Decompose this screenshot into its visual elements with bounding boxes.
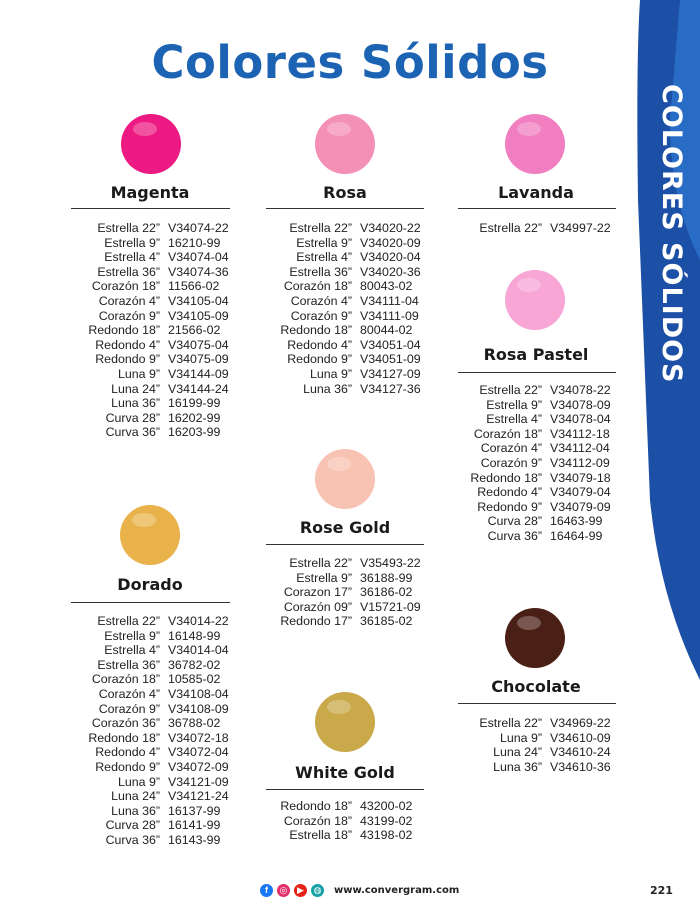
product-name: Redondo 18”: [280, 799, 352, 813]
product-row: [264, 614, 421, 629]
side-tab-label: COLORES SÓLIDOS: [656, 84, 687, 384]
product-row: [264, 828, 412, 843]
product-row: [454, 221, 611, 236]
product-code: V34020-22: [360, 221, 421, 235]
product-row: [454, 412, 611, 427]
product-name: Luna 24”: [111, 381, 160, 396]
product-name: Redondo 18”: [88, 323, 160, 338]
product-name: Redondo 9”: [477, 499, 542, 514]
product-code: 16143-99: [168, 832, 221, 847]
product-list: [264, 556, 421, 629]
product-row: [72, 775, 229, 790]
product-name: Estrella 22”: [289, 556, 352, 570]
product-name: Corazón 9”: [290, 308, 352, 323]
product-code: V34997-22: [550, 221, 611, 235]
product-name: Redondo 18”: [280, 323, 352, 338]
product-row: [264, 799, 412, 814]
product-code: V34144-24: [168, 381, 229, 396]
product-row: [454, 471, 611, 486]
product-code: V15721-09: [360, 599, 421, 614]
product-name: Redondo 18”: [470, 470, 542, 485]
product-code: V34610-24: [550, 745, 611, 760]
product-name: Redondo 4”: [287, 337, 352, 352]
product-row: [264, 323, 421, 338]
product-code: 43200-02: [360, 799, 413, 813]
product-code: 16202-99: [168, 410, 221, 425]
product-code: V34079-04: [550, 485, 611, 500]
product-list: [454, 716, 611, 774]
product-code: V34112-04: [550, 441, 610, 456]
product-name: Estrella 36”: [97, 264, 160, 279]
product-row: [72, 687, 229, 702]
product-code: V34121-09: [168, 774, 229, 789]
product-code: V34105-09: [168, 308, 229, 323]
product-code: V34014-04: [168, 643, 229, 658]
product-name: Redondo 4”: [95, 745, 160, 760]
product-name: Corazón 4”: [98, 686, 160, 701]
section-title: Rosa: [323, 183, 367, 202]
product-row: [72, 236, 229, 251]
product-name: Luna 36”: [111, 396, 160, 411]
website-link[interactable]: www.convergram.com: [334, 885, 460, 896]
product-code: V34051-09: [360, 352, 421, 367]
product-row: [264, 265, 421, 280]
section-title: White Gold: [295, 763, 395, 782]
product-row: [264, 556, 421, 571]
product-name: Estrella 22”: [97, 221, 160, 235]
product-row: [72, 367, 229, 382]
product-row: [72, 789, 229, 804]
product-row: [72, 716, 229, 731]
product-name: Luna 36”: [111, 803, 160, 818]
product-code: 80044-02: [360, 323, 413, 338]
product-row: [454, 500, 611, 515]
product-code: 16199-99: [168, 396, 221, 411]
product-row: [72, 279, 229, 294]
product-name: Curva 36”: [487, 528, 542, 543]
product-list: [454, 221, 611, 236]
product-name: Curva 28”: [487, 514, 542, 529]
product-row: [72, 265, 229, 280]
footer: [260, 884, 459, 897]
product-row: [264, 585, 421, 600]
product-name: Estrella 4”: [104, 250, 160, 265]
product-code: V34079-09: [550, 499, 611, 514]
product-name: Estrella 36”: [289, 264, 352, 279]
product-row: [72, 818, 229, 833]
product-row: [72, 658, 229, 673]
product-code: V34051-04: [360, 337, 421, 352]
product-name: Corazón 09”: [283, 599, 352, 614]
product-row: [72, 221, 229, 236]
product-code: V34074-22: [168, 221, 229, 235]
product-code: V34610-36: [550, 759, 611, 774]
product-code: V34072-04: [168, 745, 229, 760]
product-code: V34127-36: [360, 381, 421, 396]
product-name: Corazón 4”: [98, 293, 160, 308]
product-row: [264, 279, 421, 294]
product-name: Estrella 22”: [479, 716, 542, 730]
product-code: V34108-04: [168, 686, 229, 701]
product-name: Curva 36”: [105, 425, 160, 440]
section-title: Chocolate: [491, 677, 581, 696]
product-name: Redondo 4”: [477, 485, 542, 500]
product-name: Estrella 18”: [289, 828, 352, 843]
product-row: [454, 427, 611, 442]
page-title: Colores Sólidos: [151, 36, 549, 89]
product-list: [264, 221, 421, 396]
product-code: V34074-04: [168, 250, 229, 265]
product-code: 21566-02: [168, 323, 221, 338]
product-row: [72, 629, 229, 644]
product-name: Estrella 9”: [104, 235, 160, 250]
product-row: [454, 398, 611, 413]
page-number: 221: [650, 884, 673, 897]
rosa-swatch: [315, 114, 375, 174]
product-name: Estrella 9”: [296, 570, 352, 585]
product-row: [454, 760, 611, 775]
product-row: [72, 614, 229, 629]
section-title: Rosa Pastel: [483, 345, 589, 364]
product-row: [454, 731, 611, 746]
youtube-icon[interactable]: ▶: [294, 884, 307, 897]
magenta-swatch: [121, 114, 181, 174]
product-code: 16148-99: [168, 628, 221, 643]
product-name: Estrella 36”: [97, 657, 160, 672]
product-name: Corazón 18”: [283, 813, 352, 828]
product-name: Luna 36”: [493, 759, 542, 774]
product-row: [454, 383, 611, 398]
product-name: Corazón 9”: [98, 701, 160, 716]
product-code: V34078-04: [550, 412, 611, 427]
product-code: V34969-22: [550, 716, 611, 730]
product-row: [264, 600, 421, 615]
product-code: 16463-99: [550, 514, 603, 529]
section-title: Lavanda: [498, 183, 574, 202]
section-title: Magenta: [110, 183, 190, 202]
product-code: 36788-02: [168, 716, 221, 731]
product-code: V34105-04: [168, 293, 229, 308]
product-name: Estrella 9”: [296, 235, 352, 250]
product-code: V34127-09: [360, 366, 421, 381]
product-row: [454, 485, 611, 500]
product-name: Estrella 22”: [479, 383, 542, 397]
product-row: [264, 352, 421, 367]
product-name: Curva 36”: [105, 832, 160, 847]
product-row: [454, 529, 611, 544]
product-row: [72, 411, 229, 426]
product-name: Corazón 36”: [91, 716, 160, 731]
divider: [458, 208, 616, 209]
product-name: Redondo 9”: [95, 759, 160, 774]
product-name: Redondo 4”: [95, 337, 160, 352]
product-row: [72, 804, 229, 819]
product-code: 16203-99: [168, 425, 221, 440]
product-list: [72, 221, 229, 440]
product-code: V34111-04: [360, 293, 419, 308]
section-title: Dorado: [117, 575, 183, 594]
product-row: [72, 425, 229, 440]
product-name: Corazón 18”: [283, 279, 352, 294]
product-code: V34020-04: [360, 250, 421, 265]
product-name: Estrella 4”: [296, 250, 352, 265]
product-code: 10585-02: [168, 672, 221, 687]
product-code: V34020-09: [360, 235, 421, 250]
product-code: 16210-99: [168, 235, 221, 250]
product-row: [72, 745, 229, 760]
product-code: 36186-02: [360, 585, 413, 600]
product-name: Estrella 22”: [289, 221, 352, 235]
divider: [458, 703, 616, 704]
product-row: [264, 250, 421, 265]
product-code: V34144-09: [168, 366, 229, 381]
product-code: V34075-04: [168, 337, 229, 352]
product-name: Estrella 4”: [104, 643, 160, 658]
product-row: [264, 571, 421, 586]
product-code: V34112-18: [550, 426, 610, 441]
facebook-icon[interactable]: f: [260, 884, 273, 897]
product-name: Luna 24”: [493, 745, 542, 760]
product-name: Redondo 17”: [280, 614, 352, 629]
product-code: V35493-22: [360, 556, 421, 570]
product-row: [72, 643, 229, 658]
product-name: Luna 9”: [117, 774, 160, 789]
product-list: [454, 383, 611, 544]
product-code: 16464-99: [550, 528, 603, 543]
product-row: [72, 672, 229, 687]
product-row: [72, 309, 229, 324]
product-code: V34078-09: [550, 397, 611, 412]
product-row: [72, 702, 229, 717]
dorado-swatch: [120, 505, 180, 565]
product-code: V34074-36: [168, 264, 229, 279]
product-name: Estrella 4”: [486, 412, 542, 427]
product-row: [72, 731, 229, 746]
product-code: 43198-02: [360, 828, 413, 843]
product-name: Luna 9”: [309, 366, 352, 381]
product-name: Redondo 9”: [95, 352, 160, 367]
product-row: [264, 382, 421, 397]
product-row: [454, 441, 611, 456]
product-row: [72, 760, 229, 775]
product-row: [454, 514, 611, 529]
product-row: [72, 833, 229, 848]
product-row: [264, 367, 421, 382]
product-name: Corazon 17”: [283, 585, 352, 600]
product-row: [72, 338, 229, 353]
product-row: [72, 323, 229, 338]
product-row: [454, 745, 611, 760]
product-code: 16141-99: [168, 818, 221, 833]
white-gold-swatch: [315, 692, 375, 752]
product-name: Estrella 22”: [97, 614, 160, 628]
chocolate-swatch: [505, 608, 565, 668]
product-row: [264, 236, 421, 251]
divider: [266, 789, 424, 790]
product-row: [72, 352, 229, 367]
rosa-pastel-swatch: [505, 270, 565, 330]
product-name: Luna 24”: [111, 789, 160, 804]
product-name: Estrella 9”: [104, 628, 160, 643]
product-name: Luna 36”: [303, 381, 352, 396]
product-name: Redondo 18”: [88, 730, 160, 745]
product-code: 80043-02: [360, 279, 413, 294]
product-name: Corazón 9”: [98, 308, 160, 323]
product-name: Curva 28”: [105, 410, 160, 425]
product-code: 36185-02: [360, 614, 413, 629]
product-row: [264, 221, 421, 236]
divider: [458, 372, 616, 373]
product-name: Curva 28”: [105, 818, 160, 833]
product-name: Luna 9”: [117, 366, 160, 381]
product-row: [264, 309, 421, 324]
divider: [71, 602, 230, 603]
rose-gold-swatch: [315, 449, 375, 509]
product-name: Corazón 4”: [290, 293, 352, 308]
product-row: [264, 814, 412, 829]
section-title: Rose Gold: [299, 518, 391, 537]
product-code: 16137-99: [168, 803, 221, 818]
product-row: [454, 716, 611, 731]
product-name: Corazón 18”: [91, 672, 160, 687]
product-row: [72, 382, 229, 397]
product-code: 11566-02: [168, 279, 220, 294]
product-row: [72, 250, 229, 265]
product-name: Redondo 9”: [287, 352, 352, 367]
web-icon[interactable]: ◍: [311, 884, 324, 897]
divider: [266, 208, 424, 209]
product-name: Corazón 9”: [480, 455, 542, 470]
product-list: [264, 799, 412, 843]
product-code: 36188-99: [360, 570, 413, 585]
product-code: V34610-09: [550, 730, 611, 745]
product-row: [72, 294, 229, 309]
product-name: Luna 9”: [499, 730, 542, 745]
product-code: V34111-09: [360, 308, 419, 323]
product-name: Corazón 4”: [480, 441, 542, 456]
product-code: V34121-24: [168, 789, 229, 804]
product-code: V34020-36: [360, 264, 421, 279]
product-code: V34014-22: [168, 614, 229, 628]
product-code: V34072-09: [168, 759, 229, 774]
product-row: [72, 396, 229, 411]
product-row: [454, 456, 611, 471]
divider: [266, 544, 424, 545]
product-code: V34078-22: [550, 383, 611, 397]
product-list: [72, 614, 229, 848]
product-code: 36782-02: [168, 657, 221, 672]
product-name: Estrella 9”: [486, 397, 542, 412]
divider: [71, 208, 230, 209]
product-code: 43199-02: [360, 813, 413, 828]
product-code: V34112-09: [550, 455, 610, 470]
lavanda-swatch: [505, 114, 565, 174]
product-name: Corazón 18”: [91, 279, 160, 294]
product-row: [264, 338, 421, 353]
product-name: Estrella 22”: [479, 221, 542, 235]
product-code: V34079-18: [550, 470, 611, 485]
instagram-icon[interactable]: ◎: [277, 884, 290, 897]
product-code: V34072-18: [168, 730, 229, 745]
product-row: [264, 294, 421, 309]
product-code: V34108-09: [168, 701, 229, 716]
product-name: Corazón 18”: [473, 426, 542, 441]
product-code: V34075-09: [168, 352, 229, 367]
